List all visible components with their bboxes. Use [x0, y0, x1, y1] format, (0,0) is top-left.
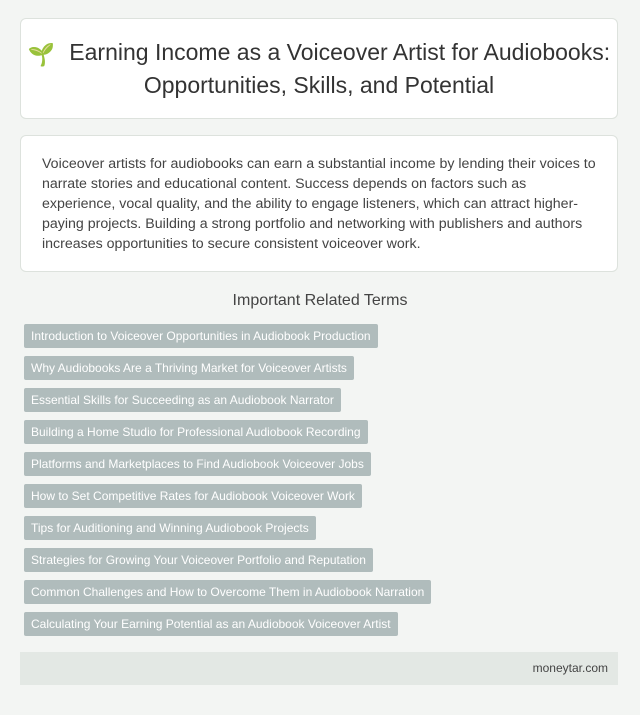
related-term-tag[interactable]: Common Challenges and How to Overcome Them in Audiobook Narration: [24, 580, 431, 604]
title-card: [20, 18, 618, 119]
summary-card: [20, 135, 618, 272]
related-term-tag[interactable]: How to Set Competitive Rates for Audiobook Voiceover Work: [24, 484, 362, 508]
related-term-item: [24, 580, 431, 604]
seedling-icon: 🌱: [27, 42, 56, 67]
related-term-item: [24, 452, 431, 476]
related-term-item: [24, 420, 431, 444]
related-terms-list: [24, 324, 431, 644]
related-term-tag[interactable]: Why Audiobooks Are a Thriving Market for Voiceover Artists: [24, 356, 354, 380]
related-term-item: [24, 324, 431, 348]
related-term-item: [24, 516, 431, 540]
related-term-tag[interactable]: Calculating Your Earning Potential as an Audiobook Voiceover Artist: [24, 612, 398, 636]
related-terms-heading: Important Related Terms: [232, 292, 408, 309]
related-term-tag[interactable]: Platforms and Marketplaces to Find Audiobook Voiceover Jobs: [24, 452, 371, 476]
related-term-item: [24, 388, 431, 412]
related-term-tag[interactable]: Essential Skills for Succeeding as an Audiobook Narrator: [24, 388, 341, 412]
footer-site-link[interactable]: moneytar.com: [532, 661, 608, 675]
page-title-text: Earning Income as a Voiceover Artist for Audiobooks: Opportunities, Skills, and Potential: [69, 39, 611, 98]
related-term-item: [24, 548, 431, 572]
footer: [20, 652, 618, 685]
summary-text: Voiceover artists for audiobooks can earn a substantial income by lending their voices to narrate stories and educational content. Success depends on factors such as experience, vocal quality, and the ability to engage listeners, which can attract higher-paying projects. Building a strong portfolio and networking with publishers and authors increases opportunities to secure consistent voiceover work.: [42, 156, 596, 252]
related-term-tag[interactable]: Introduction to Voiceover Opportunities in Audiobook Production: [24, 324, 378, 348]
related-term-item: [24, 484, 431, 508]
related-term-item: [24, 356, 431, 380]
page-title: [21, 37, 617, 100]
related-term-tag[interactable]: Tips for Auditioning and Winning Audiobook Projects: [24, 516, 316, 540]
related-term-tag[interactable]: Building a Home Studio for Professional Audiobook Recording: [24, 420, 368, 444]
related-term-item: [24, 612, 431, 636]
related-term-tag[interactable]: Strategies for Growing Your Voiceover Portfolio and Reputation: [24, 548, 373, 572]
